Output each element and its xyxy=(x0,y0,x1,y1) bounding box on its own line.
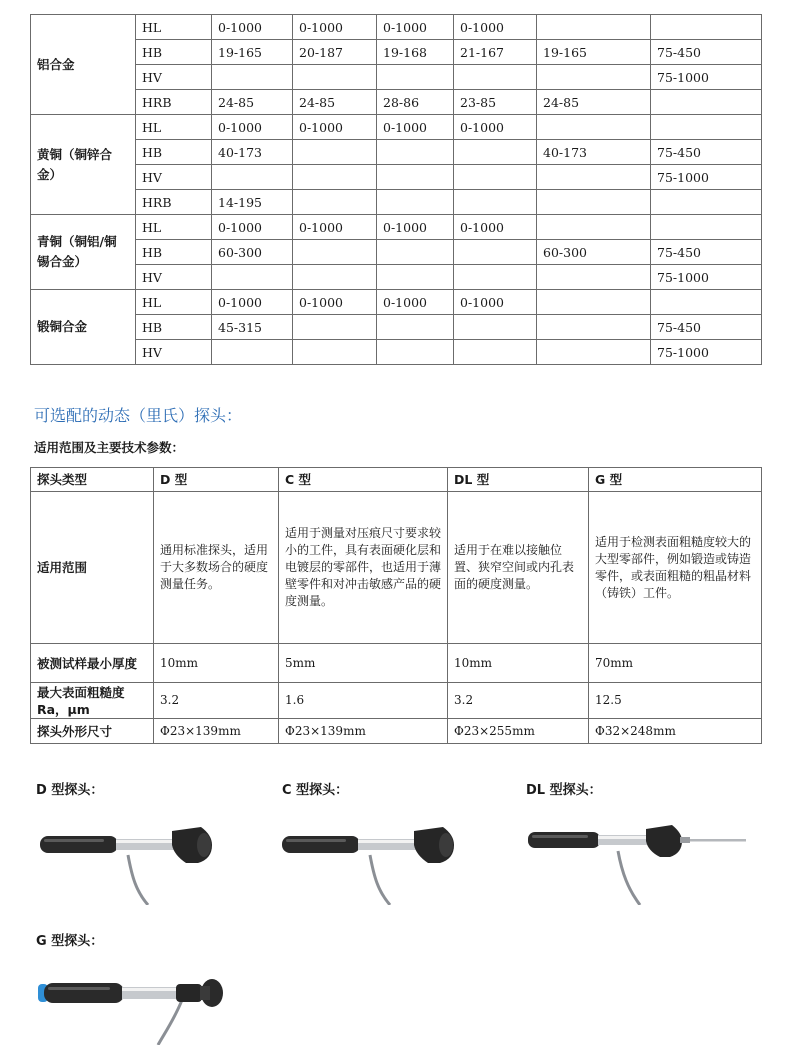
hardness-value-cell xyxy=(537,215,651,240)
material-brass: 黄铜（铜锌合金） xyxy=(31,115,136,215)
hardness-value-cell: 14-195 xyxy=(212,190,293,215)
roughness-d: 3.2 xyxy=(154,683,279,719)
hardness-row xyxy=(31,165,762,190)
hardness-value-cell xyxy=(212,165,293,190)
hardness-value-cell: 24-85 xyxy=(537,90,651,115)
hardness-scale: HB xyxy=(136,40,212,65)
dimensions-d: Φ23×139mm xyxy=(154,719,279,744)
hardness-value-cell xyxy=(454,65,537,90)
hardness-range-table xyxy=(30,14,762,365)
hardness-value-cell: 75-1000 xyxy=(651,340,762,365)
hardness-value-cell: 0-1000 xyxy=(293,115,377,140)
g-probe-image xyxy=(36,966,236,1045)
application-d: 通用标准探头，适用于大多数场合的硬度测量任务。 xyxy=(154,492,279,644)
hardness-value-cell xyxy=(537,115,651,140)
hardness-row xyxy=(31,340,762,365)
hardness-value-cell xyxy=(377,240,454,265)
hardness-value-cell xyxy=(537,15,651,40)
d-probe-caption: D 型探头： xyxy=(36,783,104,798)
c-probe-image xyxy=(278,815,478,905)
hardness-scale: HV xyxy=(136,340,212,365)
row-label-roughness: 最大表面粗糙度 Ra，μm xyxy=(31,683,154,719)
hardness-value-cell: 60-300 xyxy=(537,240,651,265)
min-thickness-dl: 10mm xyxy=(448,644,589,683)
hardness-value-cell xyxy=(454,140,537,165)
hardness-scale: HRB xyxy=(136,90,212,115)
hardness-value-cell xyxy=(537,340,651,365)
hardness-value-cell xyxy=(293,65,377,90)
hardness-value-cell xyxy=(651,215,762,240)
hardness-value-cell: 0-1000 xyxy=(377,290,454,315)
hardness-scale: HV xyxy=(136,165,212,190)
hardness-row xyxy=(31,40,762,65)
header-dl-type: DL 型 xyxy=(448,468,589,492)
hardness-value-cell: 75-450 xyxy=(651,240,762,265)
header-d-type: D 型 xyxy=(154,468,279,492)
c-probe-caption: C 型探头： xyxy=(282,783,349,798)
header-probe-type: 探头类型 xyxy=(31,468,154,492)
hardness-value-cell: 75-450 xyxy=(651,140,762,165)
header-c-type: C 型 xyxy=(279,468,448,492)
material-bronze: 青铜（铜铝/铜锡合金） xyxy=(31,215,136,290)
hardness-value-cell: 24-85 xyxy=(212,90,293,115)
hardness-value-cell xyxy=(377,315,454,340)
hardness-row xyxy=(31,265,762,290)
roughness-g: 12.5 xyxy=(589,683,762,719)
application-dl: 适用于在难以接触位置、狭窄空间或内孔表面的硬度测量。 xyxy=(448,492,589,644)
hardness-value-cell xyxy=(377,140,454,165)
hardness-value-cell xyxy=(293,340,377,365)
header-g-type: G 型 xyxy=(589,468,762,492)
hardness-value-cell: 0-1000 xyxy=(454,115,537,140)
hardness-row xyxy=(31,290,762,315)
probe-spec-table xyxy=(30,467,762,744)
hardness-value-cell xyxy=(454,340,537,365)
hardness-scale: HL xyxy=(136,215,212,240)
hardness-value-cell: 75-450 xyxy=(651,315,762,340)
hardness-value-cell xyxy=(377,265,454,290)
hardness-value-cell xyxy=(651,115,762,140)
hardness-value-cell: 0-1000 xyxy=(377,215,454,240)
row-label-application: 适用范围 xyxy=(31,492,154,644)
hardness-value-cell xyxy=(537,190,651,215)
hardness-scale: HB xyxy=(136,140,212,165)
hardness-value-cell xyxy=(537,290,651,315)
hardness-value-cell xyxy=(454,190,537,215)
probe-table-row-roughness xyxy=(31,683,762,719)
hardness-value-cell xyxy=(212,65,293,90)
section-title: 可选配的动态（里氏）探头： xyxy=(34,406,243,425)
min-thickness-d: 10mm xyxy=(154,644,279,683)
hardness-value-cell: 75-1000 xyxy=(651,65,762,90)
hardness-value-cell xyxy=(537,265,651,290)
min-thickness-c: 5mm xyxy=(279,644,448,683)
hardness-row xyxy=(31,115,762,140)
hardness-value-cell: 75-1000 xyxy=(651,165,762,190)
d-probe-image xyxy=(36,815,236,905)
hardness-scale: HB xyxy=(136,315,212,340)
hardness-value-cell: 21-167 xyxy=(454,40,537,65)
hardness-value-cell: 75-1000 xyxy=(651,265,762,290)
dimensions-g: Φ32×248mm xyxy=(589,719,762,744)
hardness-value-cell: 45-315 xyxy=(212,315,293,340)
hardness-value-cell xyxy=(293,265,377,290)
hardness-row xyxy=(31,215,762,240)
hardness-row xyxy=(31,315,762,340)
hardness-value-cell xyxy=(537,315,651,340)
hardness-value-cell xyxy=(651,290,762,315)
hardness-value-cell: 0-1000 xyxy=(293,15,377,40)
hardness-value-cell: 19-165 xyxy=(212,40,293,65)
roughness-dl: 3.2 xyxy=(448,683,589,719)
hardness-value-cell xyxy=(651,15,762,40)
hardness-value-cell: 40-173 xyxy=(212,140,293,165)
hardness-row xyxy=(31,90,762,115)
hardness-value-cell xyxy=(537,165,651,190)
hardness-value-cell xyxy=(454,240,537,265)
hardness-value-cell: 0-1000 xyxy=(454,215,537,240)
hardness-value-cell xyxy=(377,165,454,190)
dimensions-dl: Φ23×255mm xyxy=(448,719,589,744)
hardness-row xyxy=(31,190,762,215)
min-thickness-g: 70mm xyxy=(589,644,762,683)
hardness-value-cell xyxy=(454,165,537,190)
hardness-scale: HV xyxy=(136,65,212,90)
hardness-value-cell xyxy=(377,190,454,215)
hardness-value-cell: 23-85 xyxy=(454,90,537,115)
hardness-value-cell xyxy=(454,315,537,340)
hardness-row xyxy=(31,240,762,265)
hardness-value-cell xyxy=(651,90,762,115)
hardness-value-cell xyxy=(212,265,293,290)
hardness-row xyxy=(31,65,762,90)
probe-table-row-min-thickness xyxy=(31,644,762,683)
hardness-value-cell: 24-85 xyxy=(293,90,377,115)
row-label-min-thickness: 被测试样最小厚度 xyxy=(31,644,154,683)
probe-table-row-application xyxy=(31,492,762,644)
hardness-value-cell: 28-86 xyxy=(377,90,454,115)
hardness-value-cell: 0-1000 xyxy=(454,290,537,315)
hardness-value-cell: 0-1000 xyxy=(212,215,293,240)
hardness-value-cell: 0-1000 xyxy=(377,115,454,140)
hardness-value-cell: 40-173 xyxy=(537,140,651,165)
material-wrought-copper: 锻铜合金 xyxy=(31,290,136,365)
hardness-value-cell xyxy=(537,65,651,90)
hardness-scale: HRB xyxy=(136,190,212,215)
probe-table-header-row xyxy=(31,468,762,492)
roughness-c: 1.6 xyxy=(279,683,448,719)
dimensions-c: Φ23×139mm xyxy=(279,719,448,744)
hardness-value-cell xyxy=(293,140,377,165)
probe-table-row-dimensions xyxy=(31,719,762,744)
hardness-value-cell xyxy=(377,65,454,90)
hardness-value-cell: 19-168 xyxy=(377,40,454,65)
hardness-value-cell: 20-187 xyxy=(293,40,377,65)
section-subtitle: 适用范围及主要技术参数： xyxy=(34,440,185,455)
application-c: 适用于测量对压痕尺寸要求较小的工件，具有表面硬化层和电镀层的零部件，也适用于薄壁零件和对冲击敏感产品的硬度测量。 xyxy=(279,492,448,644)
hardness-row xyxy=(31,140,762,165)
material-aluminum-alloy: 铝合金 xyxy=(31,15,136,115)
hardness-value-cell: 60-300 xyxy=(212,240,293,265)
hardness-value-cell xyxy=(293,190,377,215)
hardness-value-cell xyxy=(377,340,454,365)
hardness-value-cell xyxy=(454,265,537,290)
hardness-value-cell: 0-1000 xyxy=(212,15,293,40)
dl-probe-image xyxy=(524,815,754,905)
application-g: 适用于检测表面粗糙度较大的大型零部件，例如锻造或铸造零件，或表面粗糙的粗晶材料（铸铁）工件。 xyxy=(589,492,762,644)
hardness-value-cell: 0-1000 xyxy=(212,290,293,315)
hardness-scale: HL xyxy=(136,290,212,315)
hardness-scale: HB xyxy=(136,240,212,265)
hardness-scale: HL xyxy=(136,115,212,140)
hardness-value-cell: 19-165 xyxy=(537,40,651,65)
hardness-value-cell xyxy=(293,240,377,265)
hardness-value-cell xyxy=(293,315,377,340)
hardness-value-cell: 75-450 xyxy=(651,40,762,65)
hardness-scale: HL xyxy=(136,15,212,40)
hardness-row xyxy=(31,15,762,40)
hardness-value-cell: 0-1000 xyxy=(293,290,377,315)
hardness-value-cell xyxy=(212,340,293,365)
hardness-value-cell: 0-1000 xyxy=(212,115,293,140)
dl-probe-caption: DL 型探头： xyxy=(526,783,602,798)
hardness-value-cell: 0-1000 xyxy=(293,215,377,240)
hardness-scale: HV xyxy=(136,265,212,290)
hardness-value-cell: 0-1000 xyxy=(377,15,454,40)
row-label-dimensions: 探头外形尺寸 xyxy=(31,719,154,744)
hardness-value-cell xyxy=(651,190,762,215)
hardness-value-cell xyxy=(293,165,377,190)
hardness-value-cell: 0-1000 xyxy=(454,15,537,40)
g-probe-caption: G 型探头： xyxy=(36,934,104,949)
